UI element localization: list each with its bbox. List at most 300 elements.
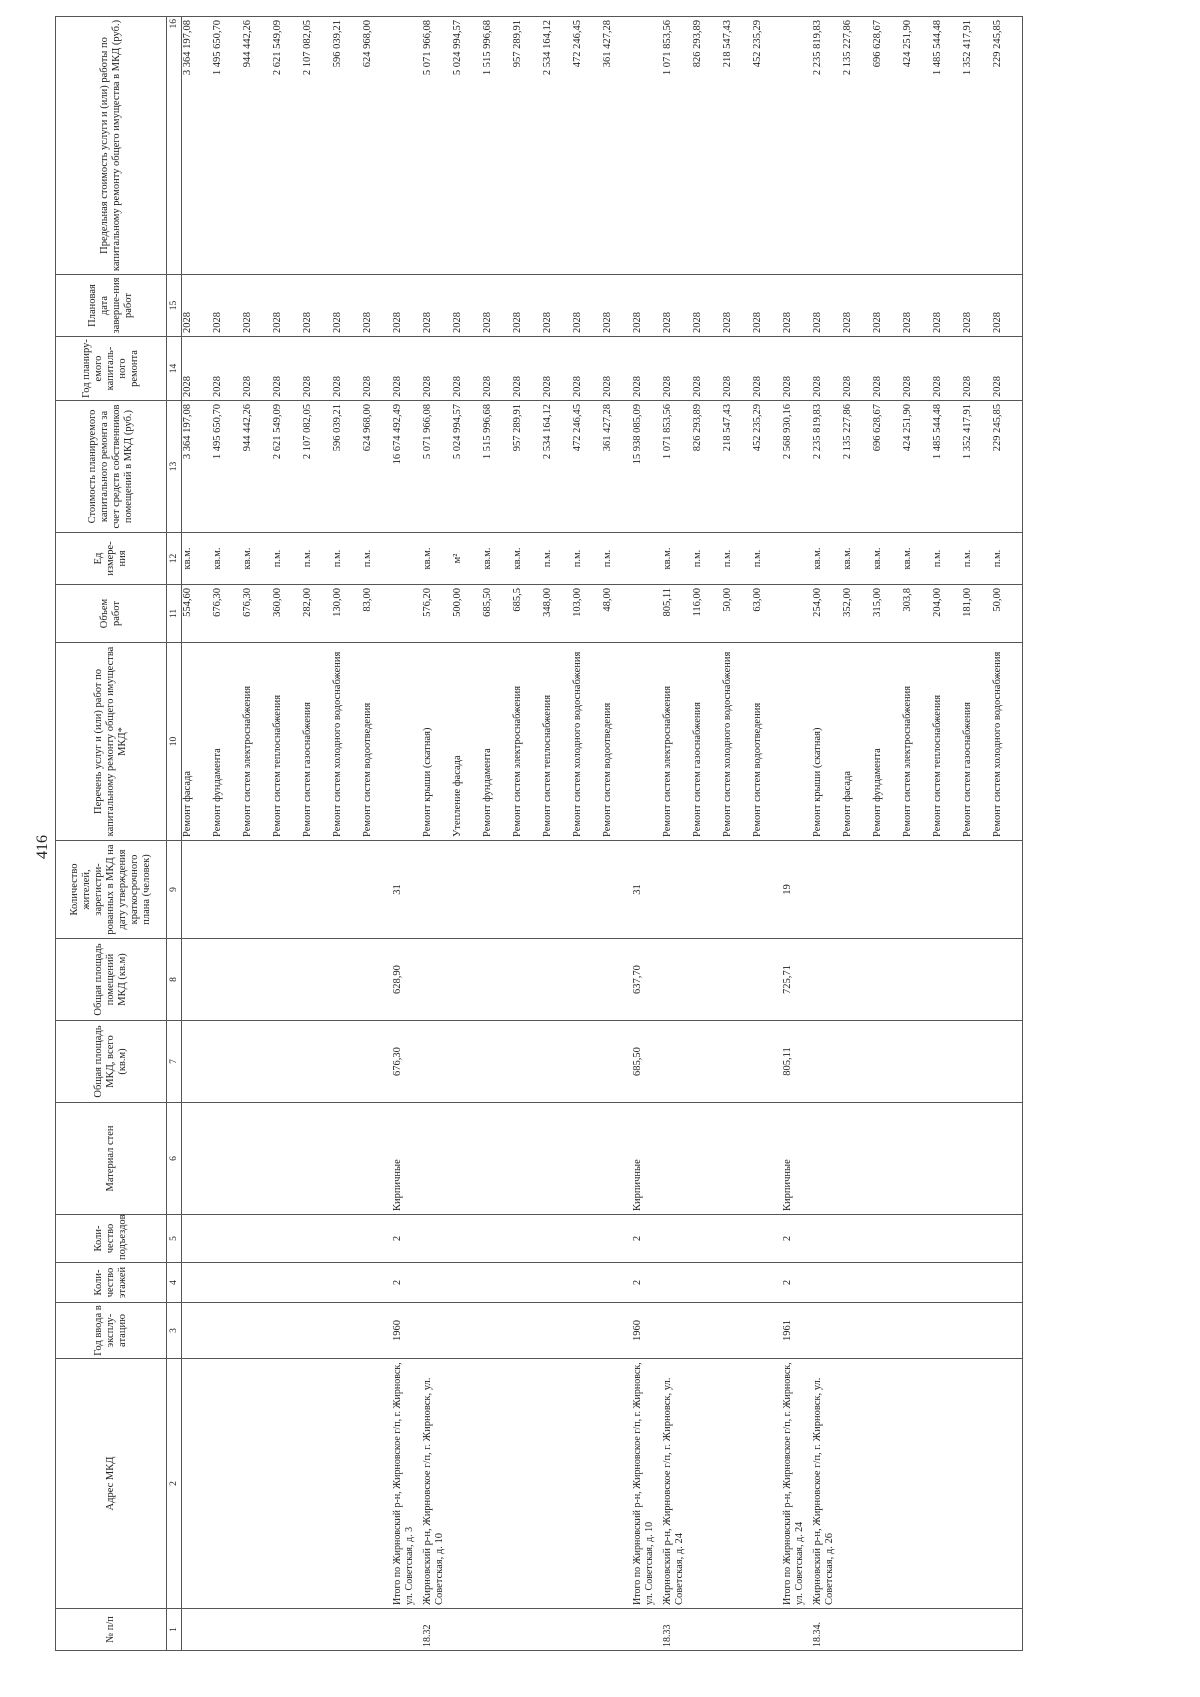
wall-material-cell [212,1103,242,1215]
plan-year-cell: 2028 [752,337,782,401]
volume-cell: 554,60 [182,585,213,643]
table-row [692,17,722,1651]
row-number [452,1609,482,1651]
row-number [992,1609,1023,1651]
year-built-cell [962,1303,992,1359]
floors-cell [602,1263,632,1303]
entrances-cell: 2 [392,1215,422,1263]
max-cost-cell: 1 071 853,56 [662,17,692,275]
year-built-cell [752,1303,782,1359]
max-cost-cell: 1 495 650,70 [212,17,242,275]
residents-cell [842,841,872,939]
row-number [722,1609,752,1651]
volume-cell: 181,00 [962,585,992,643]
plan-year-cell: 2028 [392,337,422,401]
residents-cell: 31 [632,841,662,939]
plan-year-cell: 2028 [332,337,362,401]
cost-cell: 944 442,26 [242,401,272,533]
wall-material-cell: Кирпичные [392,1103,422,1215]
floors-cell [812,1263,842,1303]
premises-area-cell [362,939,392,1021]
premises-area-cell [482,939,512,1021]
year-built-cell [662,1303,692,1359]
premises-area-cell [842,939,872,1021]
premises-area-cell: 725,71 [782,939,812,1021]
col-number: 14 [167,337,182,401]
total-area-cell [542,1021,572,1103]
max-cost-cell [632,17,662,275]
end-year-cell: 2028 [542,275,572,337]
volume-cell: 315,00 [872,585,902,643]
unit-cell: кв.м. [812,533,842,585]
volume-cell [782,585,812,643]
volume-cell: 116,00 [692,585,722,643]
wall-material-cell [842,1103,872,1215]
cost-cell: 218 547,43 [722,401,752,533]
work-type-cell: Ремонт фундамента [872,643,902,841]
unit-cell: м² [452,533,482,585]
volume-cell: 50,00 [992,585,1023,643]
total-area-cell [182,1021,213,1103]
table-row [722,17,752,1651]
total-area-cell [302,1021,332,1103]
premises-area-cell [602,939,632,1021]
volume-cell: 348,00 [542,585,572,643]
premises-area-cell [692,939,722,1021]
plan-year-cell: 2028 [542,337,572,401]
unit-cell: п.м. [602,533,632,585]
plan-year-cell: 2028 [302,337,332,401]
plan-year-cell: 2028 [242,337,272,401]
total-area-cell [362,1021,392,1103]
unit-cell: кв.м. [512,533,542,585]
address-cell: Жирновский р-н, Жирновское г/п, г. Жирновск, ул. Советская, д. 24 [662,1359,692,1609]
floors-cell [542,1263,572,1303]
premises-area-cell [722,939,752,1021]
unit-cell: кв.м. [182,533,213,585]
table-row [422,17,452,1651]
entrances-cell [602,1215,632,1263]
address-cell: Жирновский р-н, Жирновское г/п, г. Жирновск, ул. Советская, д. 10 [422,1359,452,1609]
page-number: 416 [34,835,51,859]
col-header-number: № п/п [56,1609,167,1651]
volume-cell: 676,30 [212,585,242,643]
unit-cell: п.м. [932,533,962,585]
wall-material-cell [512,1103,542,1215]
end-year-cell: 2028 [842,275,872,337]
row-number [932,1609,962,1651]
row-number [242,1609,272,1651]
wall-material-cell [542,1103,572,1215]
max-cost-cell: 3 364 197,08 [182,17,213,275]
table-row [602,17,632,1651]
total-area-cell [602,1021,632,1103]
max-cost-cell: 2 107 082,05 [302,17,332,275]
end-year-cell: 2028 [662,275,692,337]
col-number: 3 [167,1303,182,1359]
year-built-cell [242,1303,272,1359]
row-number [332,1609,362,1651]
max-cost-cell: 2 235 819,83 [812,17,842,275]
col-header-residents: Количество жителей, зарегистри-рованных в МКД на дату утверждения краткосрочного плана (человек) [56,841,167,939]
end-year-cell: 2028 [242,275,272,337]
plan-year-cell: 2028 [632,337,662,401]
end-year-cell: 2028 [692,275,722,337]
row-number [302,1609,332,1651]
unit-cell: кв.м. [842,533,872,585]
premises-area-cell [302,939,332,1021]
cost-cell: 5 024 994,57 [452,401,482,533]
year-built-cell [872,1303,902,1359]
address-cell [722,1359,752,1609]
floors-cell [362,1263,392,1303]
table-row [512,17,542,1651]
cost-cell: 1 071 853,56 [662,401,692,533]
col-number: 6 [167,1103,182,1215]
col-header-unit: Ед измере-ния [56,533,167,585]
floors-cell [482,1263,512,1303]
year-built-cell [512,1303,542,1359]
plan-year-cell: 2028 [902,337,932,401]
unit-cell: кв.м. [212,533,242,585]
premises-area-cell [542,939,572,1021]
total-area-cell [872,1021,902,1103]
premises-area-cell [872,939,902,1021]
plan-year-cell: 2028 [962,337,992,401]
premises-area-cell [422,939,452,1021]
col-number: 10 [167,643,182,841]
residents-cell [752,841,782,939]
entrances-cell [482,1215,512,1263]
entrances-cell [332,1215,362,1263]
volume-cell: 805,11 [662,585,692,643]
col-header-year: Год ввода в эксплу-атацию [56,1303,167,1359]
table-total-row [392,17,422,1651]
max-cost-cell: 2 621 549,09 [272,17,302,275]
residents-cell [422,841,452,939]
residents-cell [272,841,302,939]
residents-cell [932,841,962,939]
residents-cell [302,841,332,939]
end-year-cell: 2028 [722,275,752,337]
col-number: 9 [167,841,182,939]
col-number: 7 [167,1021,182,1103]
total-area-cell [272,1021,302,1103]
year-built-cell [992,1303,1023,1359]
col-header-work-list: Перечень услуг и (или) работ по капитальному ремонту общего имущества МКД* [56,643,167,841]
cost-cell: 2 107 082,05 [302,401,332,533]
residents-cell [602,841,632,939]
max-cost-cell: 229 245,85 [992,17,1023,275]
work-type-cell: Ремонт систем холодного водоснабжения [332,643,362,841]
row-number [272,1609,302,1651]
wall-material-cell [332,1103,362,1215]
table-row [182,17,213,1651]
max-cost-cell: 452 235,29 [752,17,782,275]
max-cost-cell: 696 628,67 [872,17,902,275]
row-number [752,1609,782,1651]
max-cost-cell: 1 485 544,48 [932,17,962,275]
residents-cell: 31 [392,841,422,939]
residents-cell [812,841,842,939]
year-built-cell [272,1303,302,1359]
residents-cell [542,841,572,939]
entrances-cell [692,1215,722,1263]
entrances-cell [872,1215,902,1263]
year-built-cell [362,1303,392,1359]
residents-cell [872,841,902,939]
end-year-cell: 2028 [932,275,962,337]
floors-cell [722,1263,752,1303]
entrances-cell [932,1215,962,1263]
total-area-cell [812,1021,842,1103]
floors-cell [272,1263,302,1303]
cost-cell: 16 674 492,49 [392,401,422,533]
total-area-cell: 685,50 [632,1021,662,1103]
year-built-cell [452,1303,482,1359]
plan-year-cell: 2028 [482,337,512,401]
col-header-plan-year: Год планиру-емого капиталь-ного ремонта [56,337,167,401]
end-year-cell: 2028 [362,275,392,337]
entrances-cell [212,1215,242,1263]
wall-material-cell [722,1103,752,1215]
entrances-cell [362,1215,392,1263]
address-cell [452,1359,482,1609]
unit-cell: п.м. [302,533,332,585]
entrances-cell [542,1215,572,1263]
residents-cell [482,841,512,939]
entrances-cell: 2 [632,1215,662,1263]
residents-cell [572,841,602,939]
cost-cell: 472 246,45 [572,401,602,533]
premises-area-cell [242,939,272,1021]
entrances-cell [842,1215,872,1263]
plan-year-cell: 2028 [182,337,213,401]
cost-cell: 2 621 549,09 [272,401,302,533]
unit-cell: п.м. [752,533,782,585]
row-number [362,1609,392,1651]
table-row [662,17,692,1651]
premises-area-cell [812,939,842,1021]
wall-material-cell [962,1103,992,1215]
work-type-cell: Ремонт систем газоснабжения [962,643,992,841]
address-cell [692,1359,722,1609]
end-year-cell: 2028 [302,275,332,337]
max-cost-cell: 472 246,45 [572,17,602,275]
address-cell [752,1359,782,1609]
plan-year-cell: 2028 [422,337,452,401]
plan-year-cell: 2028 [662,337,692,401]
wall-material-cell [242,1103,272,1215]
volume-cell: 352,00 [842,585,872,643]
cost-cell: 1 495 650,70 [212,401,242,533]
unit-cell: п.м. [692,533,722,585]
address-cell [902,1359,932,1609]
floors-cell: 2 [782,1263,812,1303]
address-cell: Итого по Жирновский р-н, Жирновское г/п, г. Жирновск, ул. Советская, д. 10 [632,1359,662,1609]
volume-cell [392,585,422,643]
total-area-cell [842,1021,872,1103]
floors-cell [932,1263,962,1303]
unit-cell: п.м. [362,533,392,585]
unit-cell: кв.м. [872,533,902,585]
work-type-cell: Ремонт систем водоотведения [602,643,632,841]
end-year-cell: 2028 [512,275,542,337]
year-built-cell [812,1303,842,1359]
end-year-cell: 2028 [452,275,482,337]
floors-cell [992,1263,1023,1303]
wall-material-cell [362,1103,392,1215]
unit-cell: п.м. [722,533,752,585]
end-year-cell: 2028 [782,275,812,337]
wall-material-cell [752,1103,782,1215]
cost-cell: 3 364 197,08 [182,401,213,533]
wall-material-cell [872,1103,902,1215]
wall-material-cell [812,1103,842,1215]
residents-cell [182,841,213,939]
wall-material-cell [272,1103,302,1215]
entrances-cell [962,1215,992,1263]
max-cost-cell: 624 968,00 [362,17,392,275]
total-area-cell [572,1021,602,1103]
max-cost-cell: 218 547,43 [722,17,752,275]
max-cost-cell: 596 039,21 [332,17,362,275]
premises-area-cell [902,939,932,1021]
total-area-cell [512,1021,542,1103]
address-cell [332,1359,362,1609]
volume-cell: 48,00 [602,585,632,643]
table-row [212,17,242,1651]
volume-cell: 303,8 [902,585,932,643]
premises-area-cell [572,939,602,1021]
premises-area-cell: 628,90 [392,939,422,1021]
residents-cell [452,841,482,939]
address-cell [512,1359,542,1609]
floors-cell [572,1263,602,1303]
wall-material-cell [602,1103,632,1215]
wall-material-cell [452,1103,482,1215]
year-built-cell: 1960 [632,1303,662,1359]
address-cell [932,1359,962,1609]
year-built-cell [212,1303,242,1359]
total-area-cell [332,1021,362,1103]
end-year-cell: 2028 [182,275,213,337]
premises-area-cell [962,939,992,1021]
address-cell [542,1359,572,1609]
address-cell [362,1359,392,1609]
volume-cell: 254,00 [812,585,842,643]
volume-cell: 83,00 [362,585,392,643]
cost-cell: 624 968,00 [362,401,392,533]
col-number: 11 [167,585,182,643]
year-built-cell [542,1303,572,1359]
max-cost-cell: 2 534 164,12 [542,17,572,275]
floors-cell: 2 [392,1263,422,1303]
floors-cell [302,1263,332,1303]
volume-cell: 103,00 [572,585,602,643]
work-type-cell [632,643,662,841]
work-type-cell: Ремонт систем газоснабжения [302,643,332,841]
end-year-cell: 2028 [902,275,932,337]
entrances-cell [302,1215,332,1263]
cost-cell: 2 534 164,12 [542,401,572,533]
floors-cell [212,1263,242,1303]
year-built-cell [932,1303,962,1359]
work-type-cell: Ремонт систем электроснабжения [662,643,692,841]
row-number [542,1609,572,1651]
cost-cell: 361 427,28 [602,401,632,533]
end-year-cell: 2028 [272,275,302,337]
total-area-cell [902,1021,932,1103]
address-cell [992,1359,1023,1609]
plan-year-cell: 2028 [692,337,722,401]
table-row [482,17,512,1651]
max-cost-cell: 957 289,91 [512,17,542,275]
residents-cell [992,841,1023,939]
premises-area-cell [992,939,1023,1021]
entrances-cell [662,1215,692,1263]
max-cost-cell: 1 515 996,68 [482,17,512,275]
unit-cell: п.м. [542,533,572,585]
row-number [632,1609,662,1651]
wall-material-cell: Кирпичные [782,1103,812,1215]
floors-cell [902,1263,932,1303]
total-area-cell [212,1021,242,1103]
cost-cell: 2 568 930,16 [782,401,812,533]
floors-cell [242,1263,272,1303]
address-cell [482,1359,512,1609]
work-type-cell: Ремонт систем электроснабжения [902,643,932,841]
wall-material-cell: Кирпичные [632,1103,662,1215]
table-total-row [632,17,662,1651]
entrances-cell [722,1215,752,1263]
work-type-cell: Ремонт систем водоотведения [752,643,782,841]
wall-material-cell [992,1103,1023,1215]
total-area-cell [962,1021,992,1103]
unit-cell: п.м. [962,533,992,585]
plan-year-cell: 2028 [362,337,392,401]
residents-cell [362,841,392,939]
end-year-cell: 2028 [872,275,902,337]
entrances-cell [242,1215,272,1263]
work-type-cell: Ремонт фасада [842,643,872,841]
table-row [272,17,302,1651]
residents-cell [962,841,992,939]
total-area-cell [992,1021,1023,1103]
work-type-cell: Ремонт фундамента [482,643,512,841]
entrances-cell [272,1215,302,1263]
floors-cell [962,1263,992,1303]
total-area-cell [422,1021,452,1103]
row-number [482,1609,512,1651]
row-number [392,1609,422,1651]
premises-area-cell [752,939,782,1021]
residents-cell: 19 [782,841,812,939]
residents-cell [242,841,272,939]
total-area-cell [752,1021,782,1103]
address-cell [572,1359,602,1609]
unit-cell: п.м. [572,533,602,585]
cost-cell: 1 515 996,68 [482,401,512,533]
end-year-cell: 2028 [332,275,362,337]
premises-area-cell [272,939,302,1021]
year-built-cell [332,1303,362,1359]
year-built-cell [302,1303,332,1359]
year-built-cell: 1960 [392,1303,422,1359]
premises-area-cell [932,939,962,1021]
work-type-cell: Ремонт систем холодного водоснабжения [722,643,752,841]
max-cost-cell: 2 135 227,86 [842,17,872,275]
